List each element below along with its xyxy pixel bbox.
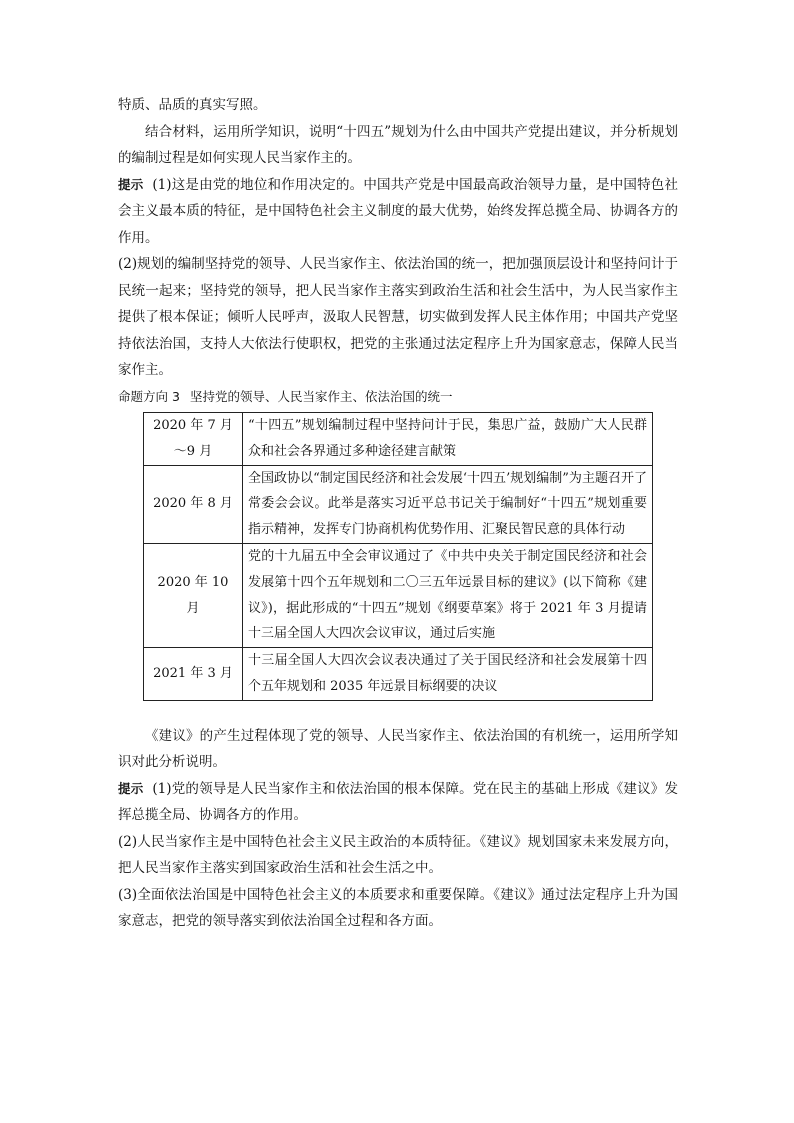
timeline-table bbox=[143, 412, 653, 701]
table-row bbox=[144, 648, 653, 701]
answer-1-part-2: (2)规划的编制坚持党的领导、人民当家作主、依法治国的统一，把加强顶层设计和坚持问计于民统一起来；坚持党的领导，把人民当家作主落实到政治生活和社会生活中，为人民当家作主提供了根本保证；倾听人民呼声，汲取人民智慧，切实做到发挥人民主体作用；中国共产党坚持依法治国，支持人大依法行使职权，把党的主张通过法定程序上升为国家意志，保障人民当家作主。 bbox=[118, 256, 678, 378]
answer-1-part-1-text: (1)这是由党的地位和作用决定的。中国共产党是中国最高政治领导力量，是中国特色社会主义最本质的特征，是中国特色社会主义制度的最大优势，始终发挥总揽全局、协调各方的作用。 bbox=[118, 176, 678, 246]
table-row bbox=[144, 465, 653, 543]
table-cell-date: 2020 年 7 月～9 月 bbox=[144, 413, 243, 466]
hint-label: 提示 bbox=[118, 780, 144, 796]
table-cell-date: 2020 年 10 月 bbox=[144, 543, 243, 647]
document-page bbox=[118, 92, 678, 935]
direction-label: 命题方向 3 bbox=[118, 388, 180, 404]
table-row bbox=[144, 413, 653, 466]
table-cell-desc: 全国政协以“制定国民经济和社会发展‘十四五’规划编制”为主题召开了常委会会议。此举是落实习近平总书记关于编制好“十四五”规划重要指示精神，发挥专门协商机构优势作用、汇聚民智民意的具体行动 bbox=[243, 465, 653, 543]
table-cell-desc: 党的十九届五中全会审议通过了《中共中央关于制定国民经济和社会发展第十四个五年规划和二〇三五年远景目标的建议》(以下简称《建议》)，据此形成的“十四五”规划《纲要草案》将于 2021 年 3 月提请十三届全国人大四次会议审议，通过后实施 bbox=[243, 543, 653, 647]
answer-2-part-1-text: (1)党的领导是人民当家作主和依法治国的根本保障。党在民主的基础上形成《建议》发挥总揽全局、协调各方的作用。 bbox=[118, 780, 678, 824]
table-cell-desc: “十四五”规划编制过程中坚持问计于民，集思广益，鼓励广大人民群众和社会各界通过多种途径建言献策 bbox=[243, 413, 653, 466]
answer-1-part-1 bbox=[118, 172, 678, 252]
question-1: 结合材料，运用所学知识，说明“十四五”规划为什么由中国共产党提出建议，并分析规划的编制过程是如何实现人民当家作主的。 bbox=[118, 123, 678, 166]
hint-label: 提示 bbox=[118, 176, 144, 192]
table-cell-date: 2020 年 8 月 bbox=[144, 465, 243, 543]
answer-2-part-1 bbox=[118, 776, 678, 829]
table-cell-desc: 十三届全国人大四次会议表决通过了关于国民经济和社会发展第十四个五年规划和 2035 年远景目标纲要的决议 bbox=[243, 648, 653, 701]
table-row bbox=[144, 543, 653, 647]
direction-heading bbox=[118, 384, 678, 411]
spacer bbox=[118, 701, 678, 723]
intro-tail: 特质、品质的真实写照。 bbox=[118, 97, 267, 113]
answer-2-part-3: (3)全面依法治国是中国特色社会主义的本质要求和重要保障。《建议》通过法定程序上升为国家意志，把党的领导落实到依法治国全过程和各方面。 bbox=[118, 886, 678, 930]
answer-2-part-2: (2)人民当家作主是中国特色社会主义民主政治的本质特征。《建议》规划国家未来发展方向，把人民当家作主落实到国家政治生活和社会生活之中。 bbox=[118, 833, 678, 877]
table-cell-date: 2021 年 3 月 bbox=[144, 648, 243, 701]
direction-text: 坚持党的领导、人民当家作主、依法治国的统一 bbox=[189, 388, 453, 404]
question-2: 《建议》的产生过程体现了党的领导、人民当家作主、依法治国的有机统一，运用所学知识对此分析说明。 bbox=[118, 727, 678, 771]
